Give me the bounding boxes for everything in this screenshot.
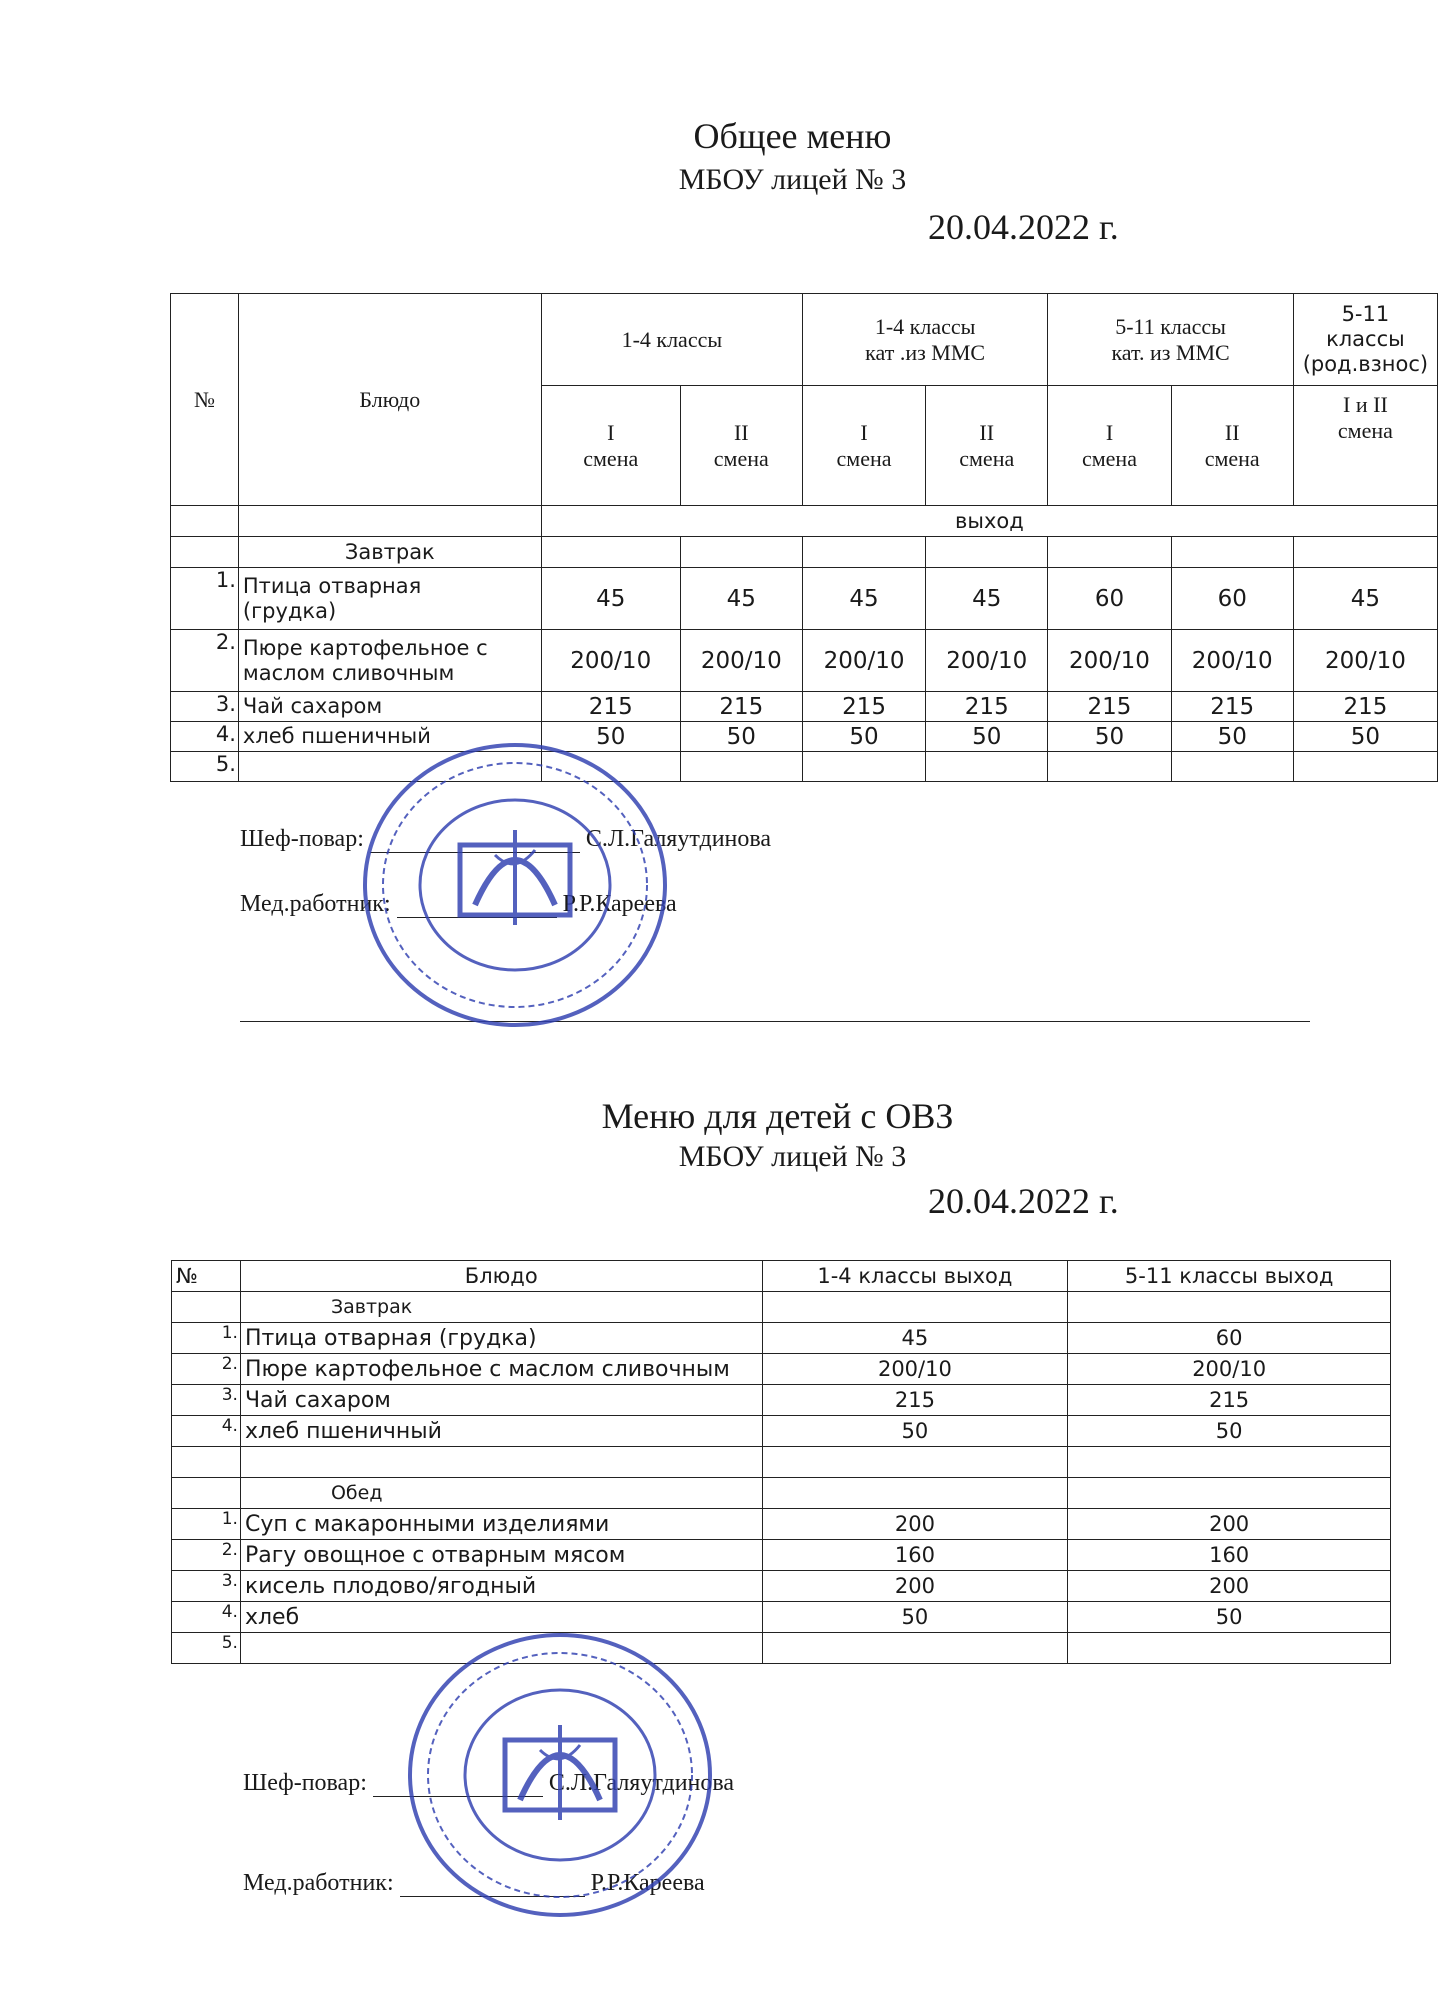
portion-value: 50 bbox=[1171, 722, 1293, 752]
portion-value: 50 bbox=[541, 722, 680, 752]
row-number: 5. bbox=[172, 1633, 241, 1664]
med-name: Р.Р.Кареева bbox=[562, 891, 677, 917]
portion-value: 200/10 bbox=[680, 630, 802, 692]
portion-value: 50 bbox=[762, 1416, 1068, 1447]
portion-value: 50 bbox=[762, 1602, 1068, 1633]
table-row bbox=[171, 630, 1438, 692]
row-number: 5. bbox=[171, 752, 239, 782]
portion-value: 215 bbox=[1171, 692, 1293, 722]
portion-value: 215 bbox=[802, 692, 925, 722]
portion-value: 200/10 bbox=[926, 630, 1048, 692]
chef-label: Шеф-повар: bbox=[243, 1770, 367, 1796]
portion-value: 215 bbox=[926, 692, 1048, 722]
portion-value: 200/10 bbox=[802, 630, 925, 692]
section-breakfast: Завтрак bbox=[238, 537, 541, 568]
portion-value: 200 bbox=[762, 1509, 1068, 1540]
chef-name: С.Л.Галяутдинова bbox=[585, 826, 772, 852]
portion-value: 200/10 bbox=[1068, 1354, 1391, 1385]
menu2-school: МБОУ лицей № 3 bbox=[678, 1140, 907, 1173]
table-row bbox=[172, 1633, 1391, 1664]
section-row bbox=[172, 1292, 1391, 1323]
header-group3: 5-11 классы кат. из ММС bbox=[1048, 294, 1293, 386]
table-row bbox=[172, 1354, 1391, 1385]
menu2-date: 20.04.2022 г. bbox=[928, 1181, 1119, 1221]
header-num: № bbox=[172, 1261, 241, 1292]
portion-value: 50 bbox=[1048, 722, 1171, 752]
header-col2: 5-11 классы выход bbox=[1068, 1261, 1391, 1292]
med-name: Р.Р.Кареева bbox=[590, 1870, 705, 1896]
dish-name: Рагу овощное с отварным мясом bbox=[240, 1540, 762, 1571]
header-shift: I смена bbox=[1048, 386, 1171, 506]
portion-value: 200/10 bbox=[1171, 630, 1293, 692]
portion-value: 215 bbox=[1068, 1385, 1391, 1416]
header-dish: Блюдо bbox=[240, 1261, 762, 1292]
portion-value: 50 bbox=[926, 722, 1048, 752]
portion-value: 215 bbox=[541, 692, 680, 722]
portion-value: 45 bbox=[926, 568, 1048, 630]
row-number: 3. bbox=[172, 1385, 241, 1416]
portion-value: 160 bbox=[1068, 1540, 1391, 1571]
row-number: 4. bbox=[172, 1416, 241, 1447]
section-title: Завтрак bbox=[240, 1292, 762, 1323]
header-group2: 1-4 классы кат .из ММС bbox=[802, 294, 1047, 386]
header-shift: II смена bbox=[680, 386, 802, 506]
header-shift: II смена bbox=[1171, 386, 1293, 506]
menu1-title: Общее меню bbox=[693, 116, 892, 156]
portion-value: 200 bbox=[1068, 1509, 1391, 1540]
portion-value: 160 bbox=[762, 1540, 1068, 1571]
header-shift: I смена bbox=[541, 386, 680, 506]
header-num: № bbox=[171, 294, 239, 506]
table-row bbox=[171, 568, 1438, 630]
header-shift: I смена bbox=[802, 386, 925, 506]
menu1-table bbox=[170, 293, 1438, 782]
header-output: выход bbox=[541, 506, 1437, 537]
row-number: 4. bbox=[172, 1602, 241, 1633]
chef-name: С.Л.Галяутдинова bbox=[548, 1770, 735, 1796]
dish-name: Пюре картофельное с маслом сливочным bbox=[238, 630, 541, 692]
menu2-title: Меню для детей с ОВЗ bbox=[601, 1096, 954, 1136]
table-row bbox=[172, 1602, 1391, 1633]
portion-value: 60 bbox=[1048, 568, 1171, 630]
dish-name: хлеб пшеничный bbox=[238, 722, 541, 752]
table-row bbox=[172, 1323, 1391, 1354]
portion-value: 200/10 bbox=[1048, 630, 1171, 692]
portion-value: 45 bbox=[680, 568, 802, 630]
chef-label: Шеф-повар: bbox=[240, 826, 364, 852]
row-number: 3. bbox=[172, 1571, 241, 1602]
portion-value: 50 bbox=[1293, 722, 1437, 752]
portion-value: 45 bbox=[802, 568, 925, 630]
table-row bbox=[172, 1385, 1391, 1416]
med-label: Мед.работник: bbox=[243, 1870, 394, 1896]
section-row bbox=[172, 1478, 1391, 1509]
portion-value: 200/10 bbox=[762, 1354, 1068, 1385]
portion-value: 50 bbox=[1068, 1416, 1391, 1447]
dish-name: хлеб bbox=[240, 1602, 762, 1633]
school-seal-stamp bbox=[355, 735, 675, 1035]
header-shift-both: I и II смена bbox=[1293, 386, 1437, 506]
header-group4: 5-11 классы (род.взнос) bbox=[1293, 294, 1437, 386]
portion-value: 215 bbox=[762, 1385, 1068, 1416]
school-seal-stamp bbox=[400, 1625, 720, 1925]
dish-name: Птица отварная (грудка) bbox=[238, 568, 541, 630]
portion-value: 50 bbox=[680, 722, 802, 752]
section-title: Обед bbox=[240, 1478, 762, 1509]
portion-value bbox=[1171, 752, 1293, 782]
portion-value bbox=[1048, 752, 1171, 782]
row-number: 1. bbox=[172, 1323, 241, 1354]
dish-name: Чай сахаром bbox=[238, 692, 541, 722]
header-shift: II смена bbox=[926, 386, 1048, 506]
portion-value: 45 bbox=[1293, 568, 1437, 630]
dish-name: хлеб пшеничный bbox=[240, 1416, 762, 1447]
row-number: 2. bbox=[172, 1354, 241, 1385]
portion-value: 200/10 bbox=[1293, 630, 1437, 692]
portion-value: 200/10 bbox=[541, 630, 680, 692]
dish-name: кисель плодово/ягодный bbox=[240, 1571, 762, 1602]
portion-value bbox=[926, 752, 1048, 782]
header-col1: 1-4 классы выход bbox=[762, 1261, 1068, 1292]
header-dish: Блюдо bbox=[238, 294, 541, 506]
portion-value bbox=[1293, 752, 1437, 782]
menu1-date: 20.04.2022 г. bbox=[928, 207, 1119, 247]
portion-value: 200 bbox=[762, 1571, 1068, 1602]
blank-row bbox=[172, 1447, 1391, 1478]
portion-value bbox=[802, 752, 925, 782]
row-number: 2. bbox=[172, 1540, 241, 1571]
dish-name: Пюре картофельное с маслом сливочным bbox=[240, 1354, 762, 1385]
row-number: 2. bbox=[171, 630, 239, 692]
med-label: Мед.работник: bbox=[240, 891, 391, 917]
portion-value: 45 bbox=[541, 568, 680, 630]
row-number: 4. bbox=[171, 722, 239, 752]
portion-value: 50 bbox=[802, 722, 925, 752]
portion-value bbox=[762, 1633, 1068, 1664]
portion-value: 50 bbox=[1068, 1602, 1391, 1633]
dish-name: Чай сахаром bbox=[240, 1385, 762, 1416]
dish-name: Суп с макаронными изделиями bbox=[240, 1509, 762, 1540]
portion-value bbox=[1068, 1633, 1391, 1664]
menu2-table bbox=[171, 1260, 1391, 1664]
table-row bbox=[171, 692, 1438, 722]
menu1-school: МБОУ лицей № 3 bbox=[678, 163, 907, 196]
header-group1: 1-4 классы bbox=[541, 294, 802, 386]
portion-value: 215 bbox=[680, 692, 802, 722]
table-row bbox=[172, 1571, 1391, 1602]
portion-value: 60 bbox=[1171, 568, 1293, 630]
portion-value: 45 bbox=[762, 1323, 1068, 1354]
portion-value: 215 bbox=[1293, 692, 1437, 722]
table-row bbox=[172, 1509, 1391, 1540]
table-row bbox=[172, 1540, 1391, 1571]
portion-value: 60 bbox=[1068, 1323, 1391, 1354]
row-number: 1. bbox=[172, 1509, 241, 1540]
dish-name: Птица отварная (грудка) bbox=[240, 1323, 762, 1354]
row-number: 3. bbox=[171, 692, 239, 722]
table-row bbox=[172, 1416, 1391, 1447]
row-number: 1. bbox=[171, 568, 239, 630]
portion-value bbox=[680, 752, 802, 782]
portion-value: 215 bbox=[1048, 692, 1171, 722]
portion-value: 200 bbox=[1068, 1571, 1391, 1602]
